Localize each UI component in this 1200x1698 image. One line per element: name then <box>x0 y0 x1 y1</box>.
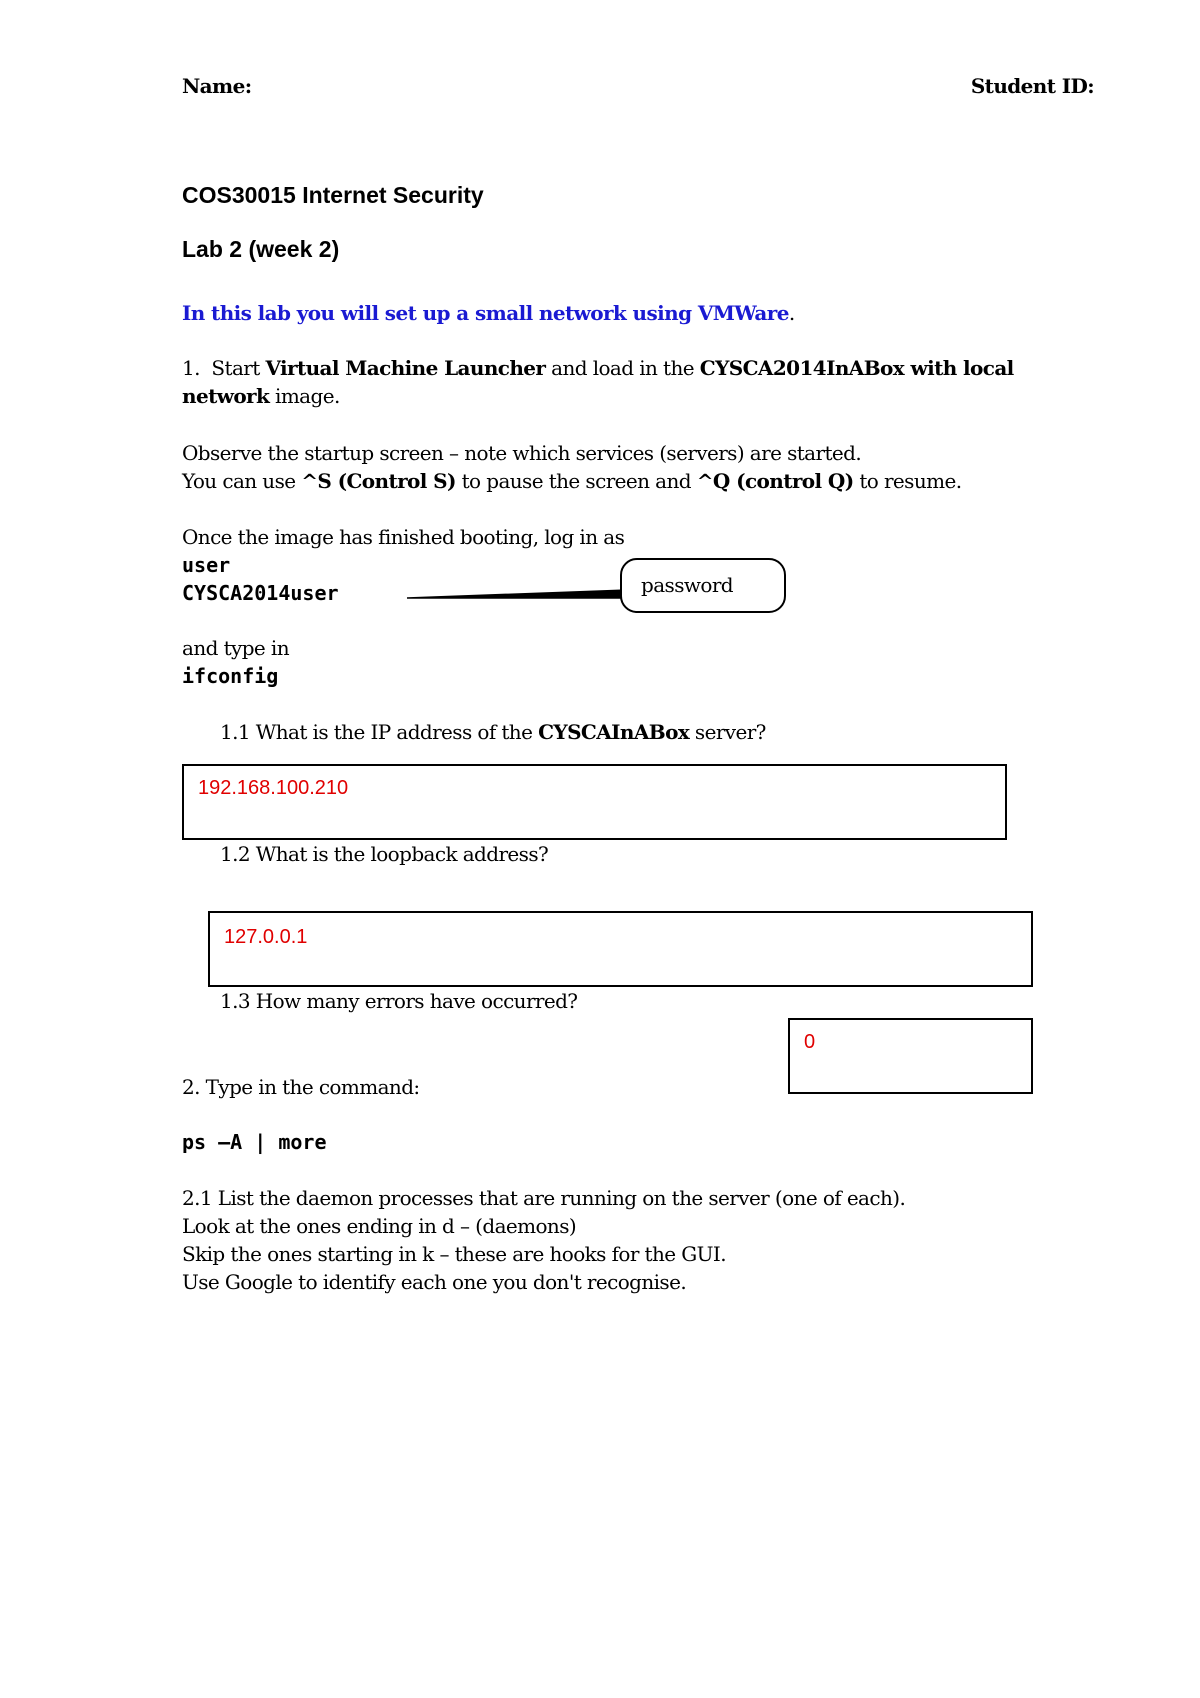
question-1-3: 1.3 How many errors have occurred? <box>220 989 578 1013</box>
callout-pointer <box>407 590 627 598</box>
answer-ip-address: 192.168.100.210 <box>198 777 349 799</box>
answer-error-count: 0 <box>804 1031 816 1053</box>
observe-line1: Observe the startup screen – note which services (servers) are started. <box>182 441 862 465</box>
callout-label: password <box>641 573 733 597</box>
answer-loopback-address: 127.0.0.1 <box>224 926 308 948</box>
question-1-2: 1.2 What is the loopback address? <box>220 842 549 866</box>
step2-text: 2. Type in the command: <box>182 1075 420 1099</box>
answer-box-1-2[interactable] <box>208 911 1033 987</box>
lab-title: Lab 2 (week 2) <box>182 236 340 262</box>
ps-command: ps –A | more <box>182 1130 327 1154</box>
intro-text: In this lab you will set up a small network using VMWare. <box>182 301 795 325</box>
observe-line2: You can use ^S (Control S) to pause the screen and ^Q (control Q) to resume. <box>182 469 962 493</box>
step1-line1: 1. Start Virtual Machine Launcher and load in the CYSCA2014InABox with local <box>182 356 1014 380</box>
answer-box-1-3[interactable] <box>788 1018 1033 1094</box>
ifconfig-command: ifconfig <box>182 664 279 688</box>
question-2-1-line3: Skip the ones starting in k – these are hooks for the GUI. <box>182 1242 726 1266</box>
question-1-1: 1.1 What is the IP address of the CYSCAInABox server? <box>220 720 766 744</box>
login-instruction: Once the image has finished booting, log in as <box>182 525 625 549</box>
question-2-1-line4: Use Google to identify each one you don't recognise. <box>182 1270 687 1294</box>
name-label: Name: <box>182 74 252 98</box>
question-2-1-line1: 2.1 List the daemon processes that are running on the server (one of each). <box>182 1186 906 1210</box>
answer-box-1-1[interactable] <box>182 764 1007 840</box>
question-2-1-line2: Look at the ones ending in d – (daemons) <box>182 1214 577 1238</box>
type-in-text: and type in <box>182 636 289 660</box>
course-title: COS30015 Internet Security <box>182 182 484 208</box>
login-password: CYSCA2014user <box>182 581 339 605</box>
student-id-label: Student ID: <box>970 74 1094 98</box>
step1-line2: network image. <box>182 384 340 408</box>
login-username: user <box>182 553 231 577</box>
intro-highlight: In this lab you will set up a small network using VMWare <box>182 301 789 325</box>
